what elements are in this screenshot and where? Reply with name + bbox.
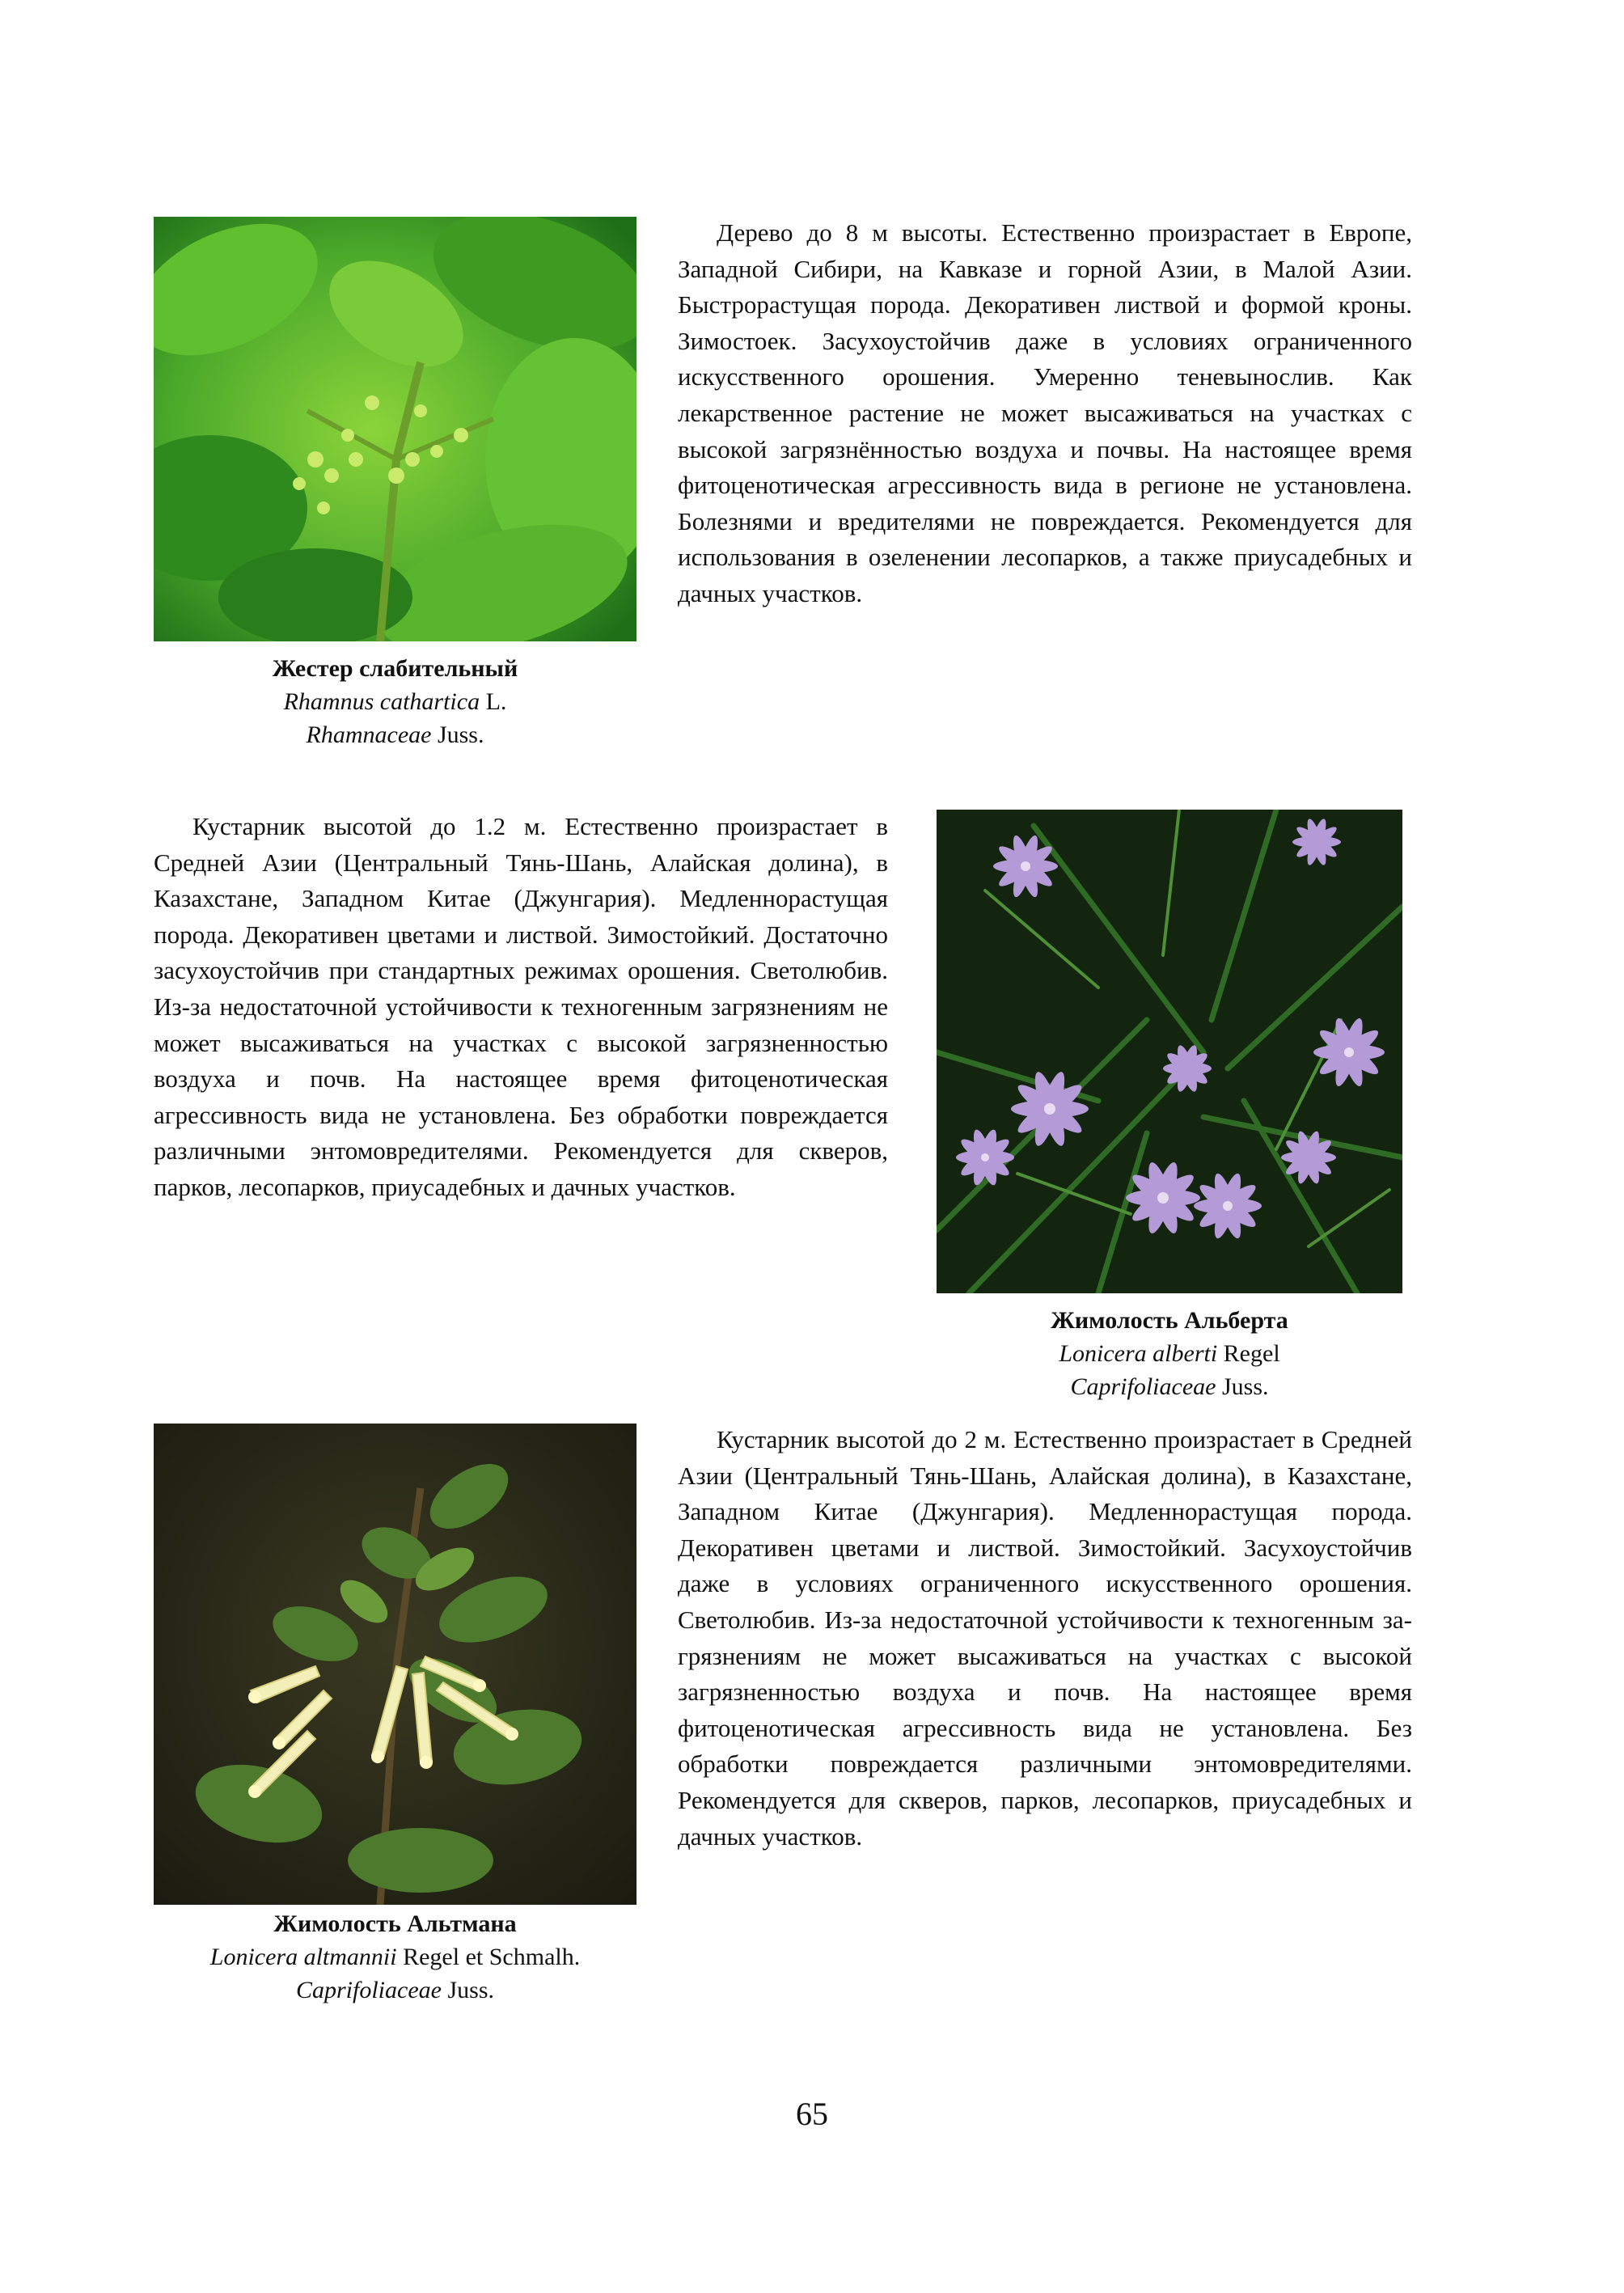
latin-name: Rhamnus cathartica L. (283, 688, 507, 715)
photo-caption (937, 1304, 1402, 1403)
common-name: Жимолость Альтмана (273, 1910, 517, 1937)
species-description: Кустарник высотой до 2 м. Естественно произрастает в Средней Азии (Центральный Тянь-Шань, Алайская долина), в Казахстане, Западном Китае (Джунгария). Медленнорастущая порода. Декоративен цветами и листвой. Зимостойкий. Засухоустойчив даже в условиях ограниченного искусственного орошения. Светолюбив. Из-за недостаточной устойчивости к техногенным загрязнениям не может высаживаться на участках с высокой загрязненностью воздуха и почв. На настоящее время фитоценотическая агрессивность вида не установлена. Без обработки повреждается различными энтомовредителями. Рекомендуется для скверов, парков, лесопарков, приусадебных и дачных участков. (678, 1425, 1412, 1851)
yellow-honeysuckle-icon (154, 1424, 636, 1905)
photo-caption (154, 1907, 636, 2007)
page-number: 65 (796, 2096, 828, 2132)
species-description: Дерево до 8 м высоты. Естественно произрастает в Европе, Западной Сибири, на Кавказе и горной Азии, в Малой Азии. Быстрорастущая порода. Декоративен листвой и формой кроны. Зимостоек. Засухоустойчив даже в условиях ограниченного искусственного орошения. Умеренно теневынослив. Как лекарственное растение не может высаживаться на участках с высокой загрязнённостью воздуха и почвы. На настоящее время фитоценотическая агрессивность вида в регионе не установлена. Болезнями и вредителями не повреждается. Рекомендуется для использования в озеленении лесопарков, а также приусадебных и дачных участков. (678, 218, 1412, 607)
photo-caption (154, 652, 636, 751)
species-description: Кустарник высотой до 1.2 м. Естественно произрастает в Средней Азии (Центральный Тянь-Шань, Алайская долина), в Казахстане, Западном Китае (Джунгария). Медленнорастущая порода. Декоративен цветами и листвой. Зимостойкий. Достаточно засухоустойчив при стандартных режимах орошения. Светолюбив. Из-за недостаточной устойчивости к техногенным загрязнениям не может высаживаться на участках с высокой загрязненностью воздуха и почв. На настоящее время фитоценотическая агрессивность вида не установлена. Без обработки повреждается различными энтомовредителями. Рекомендуется для скверов, парков, лесопарков, приусадебных и дачных участков. (154, 812, 888, 1201)
family-name: Caprifoliaceae Juss. (295, 1977, 494, 2003)
family-name: Caprifoliaceae Juss. (1070, 1373, 1269, 1400)
common-name: Жестер слабительный (272, 655, 518, 682)
latin-name: Lonicera alberti Regel (1059, 1340, 1280, 1367)
family-name: Rhamnaceae Juss. (306, 721, 484, 748)
common-name: Жимолость Альберта (1051, 1307, 1288, 1334)
purple-flowers-icon (937, 810, 1402, 1293)
rhamnus-cathartica-photo (154, 217, 636, 641)
latin-name: Lonicera altmannii Regel et Schmalh. (209, 1944, 581, 1970)
lonicera-alberti-photo (937, 810, 1402, 1293)
green-foliage-icon (154, 217, 636, 641)
lonicera-altmannii-photo (154, 1424, 636, 1905)
